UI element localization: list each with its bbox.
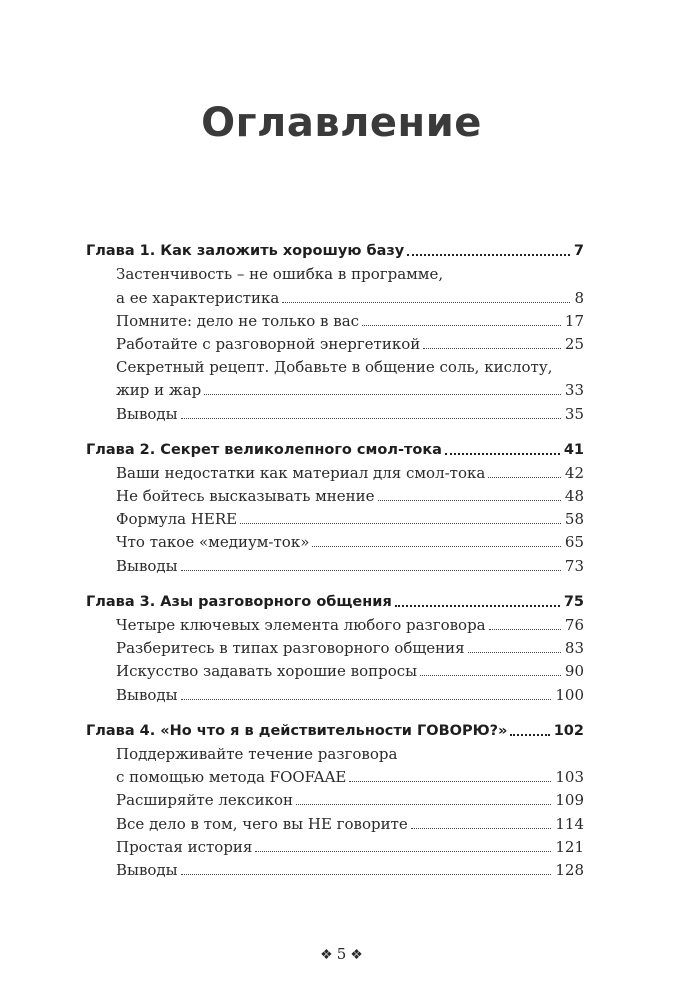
entry-title: Выводы [116, 685, 178, 704]
page-number: 33 [564, 381, 584, 400]
dot-leader [204, 394, 561, 395]
dot-leader [489, 629, 561, 630]
dot-leader [181, 570, 561, 571]
entry-title: Расширяйте лексикон [116, 791, 293, 810]
chapter-1 [86, 238, 584, 424]
toc-entry[interactable] [86, 834, 584, 857]
chapter-heading[interactable] [86, 437, 584, 460]
chapter-heading[interactable] [86, 238, 584, 261]
toc-entry[interactable] [86, 400, 584, 423]
dot-leader [420, 675, 561, 676]
entry-title: Искусство задавать хорошие вопросы [116, 662, 418, 681]
page-number: 76 [564, 616, 584, 634]
dot-leader [395, 605, 560, 607]
entry-title: Не бойтесь высказывать мнение [116, 487, 375, 506]
entry-title: Четыре ключевых элемента любого разговора [116, 616, 486, 634]
page-number: 114 [555, 814, 584, 833]
dot-leader [423, 348, 561, 349]
dot-leader [255, 851, 551, 852]
page-title: Оглавление [201, 100, 482, 146]
dot-leader [468, 652, 561, 653]
page-number: 109 [555, 791, 584, 810]
ornament-icon: ❖ [320, 947, 333, 963]
dot-leader [445, 453, 560, 455]
toc-entry[interactable] [86, 506, 584, 529]
page-number: 103 [555, 768, 584, 787]
toc-entry-line[interactable] [86, 741, 584, 764]
dot-leader [411, 828, 552, 829]
entry-title: Выводы [116, 556, 178, 575]
dot-leader [312, 546, 561, 547]
toc-entry[interactable] [86, 681, 584, 704]
entry-title: Формула HERE [116, 510, 238, 529]
page-number: 48 [564, 487, 584, 506]
page-number: 8 [574, 288, 584, 307]
page-number: 65 [564, 533, 584, 552]
toc-entry[interactable] [86, 612, 584, 635]
dot-leader [181, 874, 552, 875]
page-number: 90 [564, 662, 584, 681]
toc-entry[interactable] [86, 857, 584, 880]
chapter-title: Глава 4. «Но что я в действительности ГОВОРЮ?» [86, 722, 508, 739]
chapter-2 [86, 437, 584, 576]
toc-entry-line[interactable] [86, 261, 584, 284]
chapter-heading[interactable] [86, 589, 584, 612]
entry-title: Секретный рецепт. Добавьте в общение соль, кислоту, [116, 358, 553, 377]
page-number: 7 [573, 243, 584, 260]
page-number: 100 [555, 685, 584, 704]
toc-entry-line[interactable] [86, 354, 584, 377]
toc-entry[interactable] [86, 284, 584, 307]
page-number: 75 [563, 593, 584, 610]
dot-leader [378, 500, 561, 501]
entry-title: Выводы [116, 404, 178, 423]
chapter-title: Глава 3. Азы разговорного общения [86, 593, 392, 610]
chapter-title: Глава 1. Как заложить хорошую базу [86, 243, 405, 260]
toc-entry[interactable] [86, 308, 584, 331]
chapter-title: Глава 2. Секрет великолепного смол-тока [86, 441, 442, 458]
page-number: 41 [563, 441, 584, 458]
ornament-icon: ❖ [350, 947, 363, 963]
toc-entry[interactable] [86, 529, 584, 552]
page-folio [0, 945, 683, 963]
page-number: 121 [555, 837, 584, 856]
chapter-heading[interactable] [86, 718, 584, 741]
entry-title: жир и жар [116, 381, 202, 400]
page-number: 83 [564, 639, 584, 658]
entry-title: Работайте с разговорной энергетикой [116, 334, 421, 353]
toc-entry[interactable] [86, 787, 584, 810]
page-number: 73 [564, 556, 584, 575]
toc-entry[interactable] [86, 552, 584, 575]
dot-leader [240, 523, 561, 524]
toc-entry[interactable] [86, 331, 584, 354]
entry-title: Выводы [116, 860, 178, 879]
dot-leader [488, 477, 561, 478]
dot-leader [296, 804, 551, 805]
toc-entry[interactable] [86, 483, 584, 506]
page-number: 102 [553, 722, 584, 739]
dot-leader [510, 734, 549, 736]
entry-title: Все дело в том, чего вы НЕ говорите [116, 814, 408, 833]
dot-leader [282, 302, 570, 303]
entry-title: а ее характеристика [116, 288, 280, 307]
dot-leader [181, 699, 552, 700]
toc-entry[interactable] [86, 460, 584, 483]
entry-title: Застенчивость – не ошибка в программе, [116, 265, 444, 284]
toc-entry[interactable] [86, 635, 584, 658]
entry-title: Простая история [116, 837, 253, 856]
entry-title: Разберитесь в типах разговорного общения [116, 639, 465, 658]
dot-leader [349, 781, 551, 782]
page-number: 128 [555, 860, 584, 879]
entry-title: Что такое «медиум-ток» [116, 533, 310, 552]
table-of-contents [86, 238, 584, 893]
dot-leader [181, 418, 561, 419]
entry-title: Ваши недостатки как материал для смол-тока [116, 463, 486, 482]
toc-entry[interactable] [86, 810, 584, 833]
toc-entry[interactable] [86, 377, 584, 400]
entry-title: Помните: дело не только в вас [116, 311, 360, 330]
page-number: 25 [564, 334, 584, 353]
entry-title: Поддерживайте течение разговора [116, 744, 398, 763]
toc-entry[interactable] [86, 658, 584, 681]
page-number: 42 [564, 463, 584, 482]
page-number: 17 [564, 311, 584, 330]
toc-entry[interactable] [86, 764, 584, 787]
entry-title: с помощью метода FOOFAAE [116, 768, 347, 787]
page-number: 35 [564, 404, 584, 423]
dot-leader [362, 325, 561, 326]
chapter-4 [86, 718, 584, 880]
dot-leader [407, 254, 570, 256]
page-number: 58 [564, 510, 584, 529]
folio-number: 5 [336, 945, 347, 963]
chapter-3 [86, 589, 584, 705]
